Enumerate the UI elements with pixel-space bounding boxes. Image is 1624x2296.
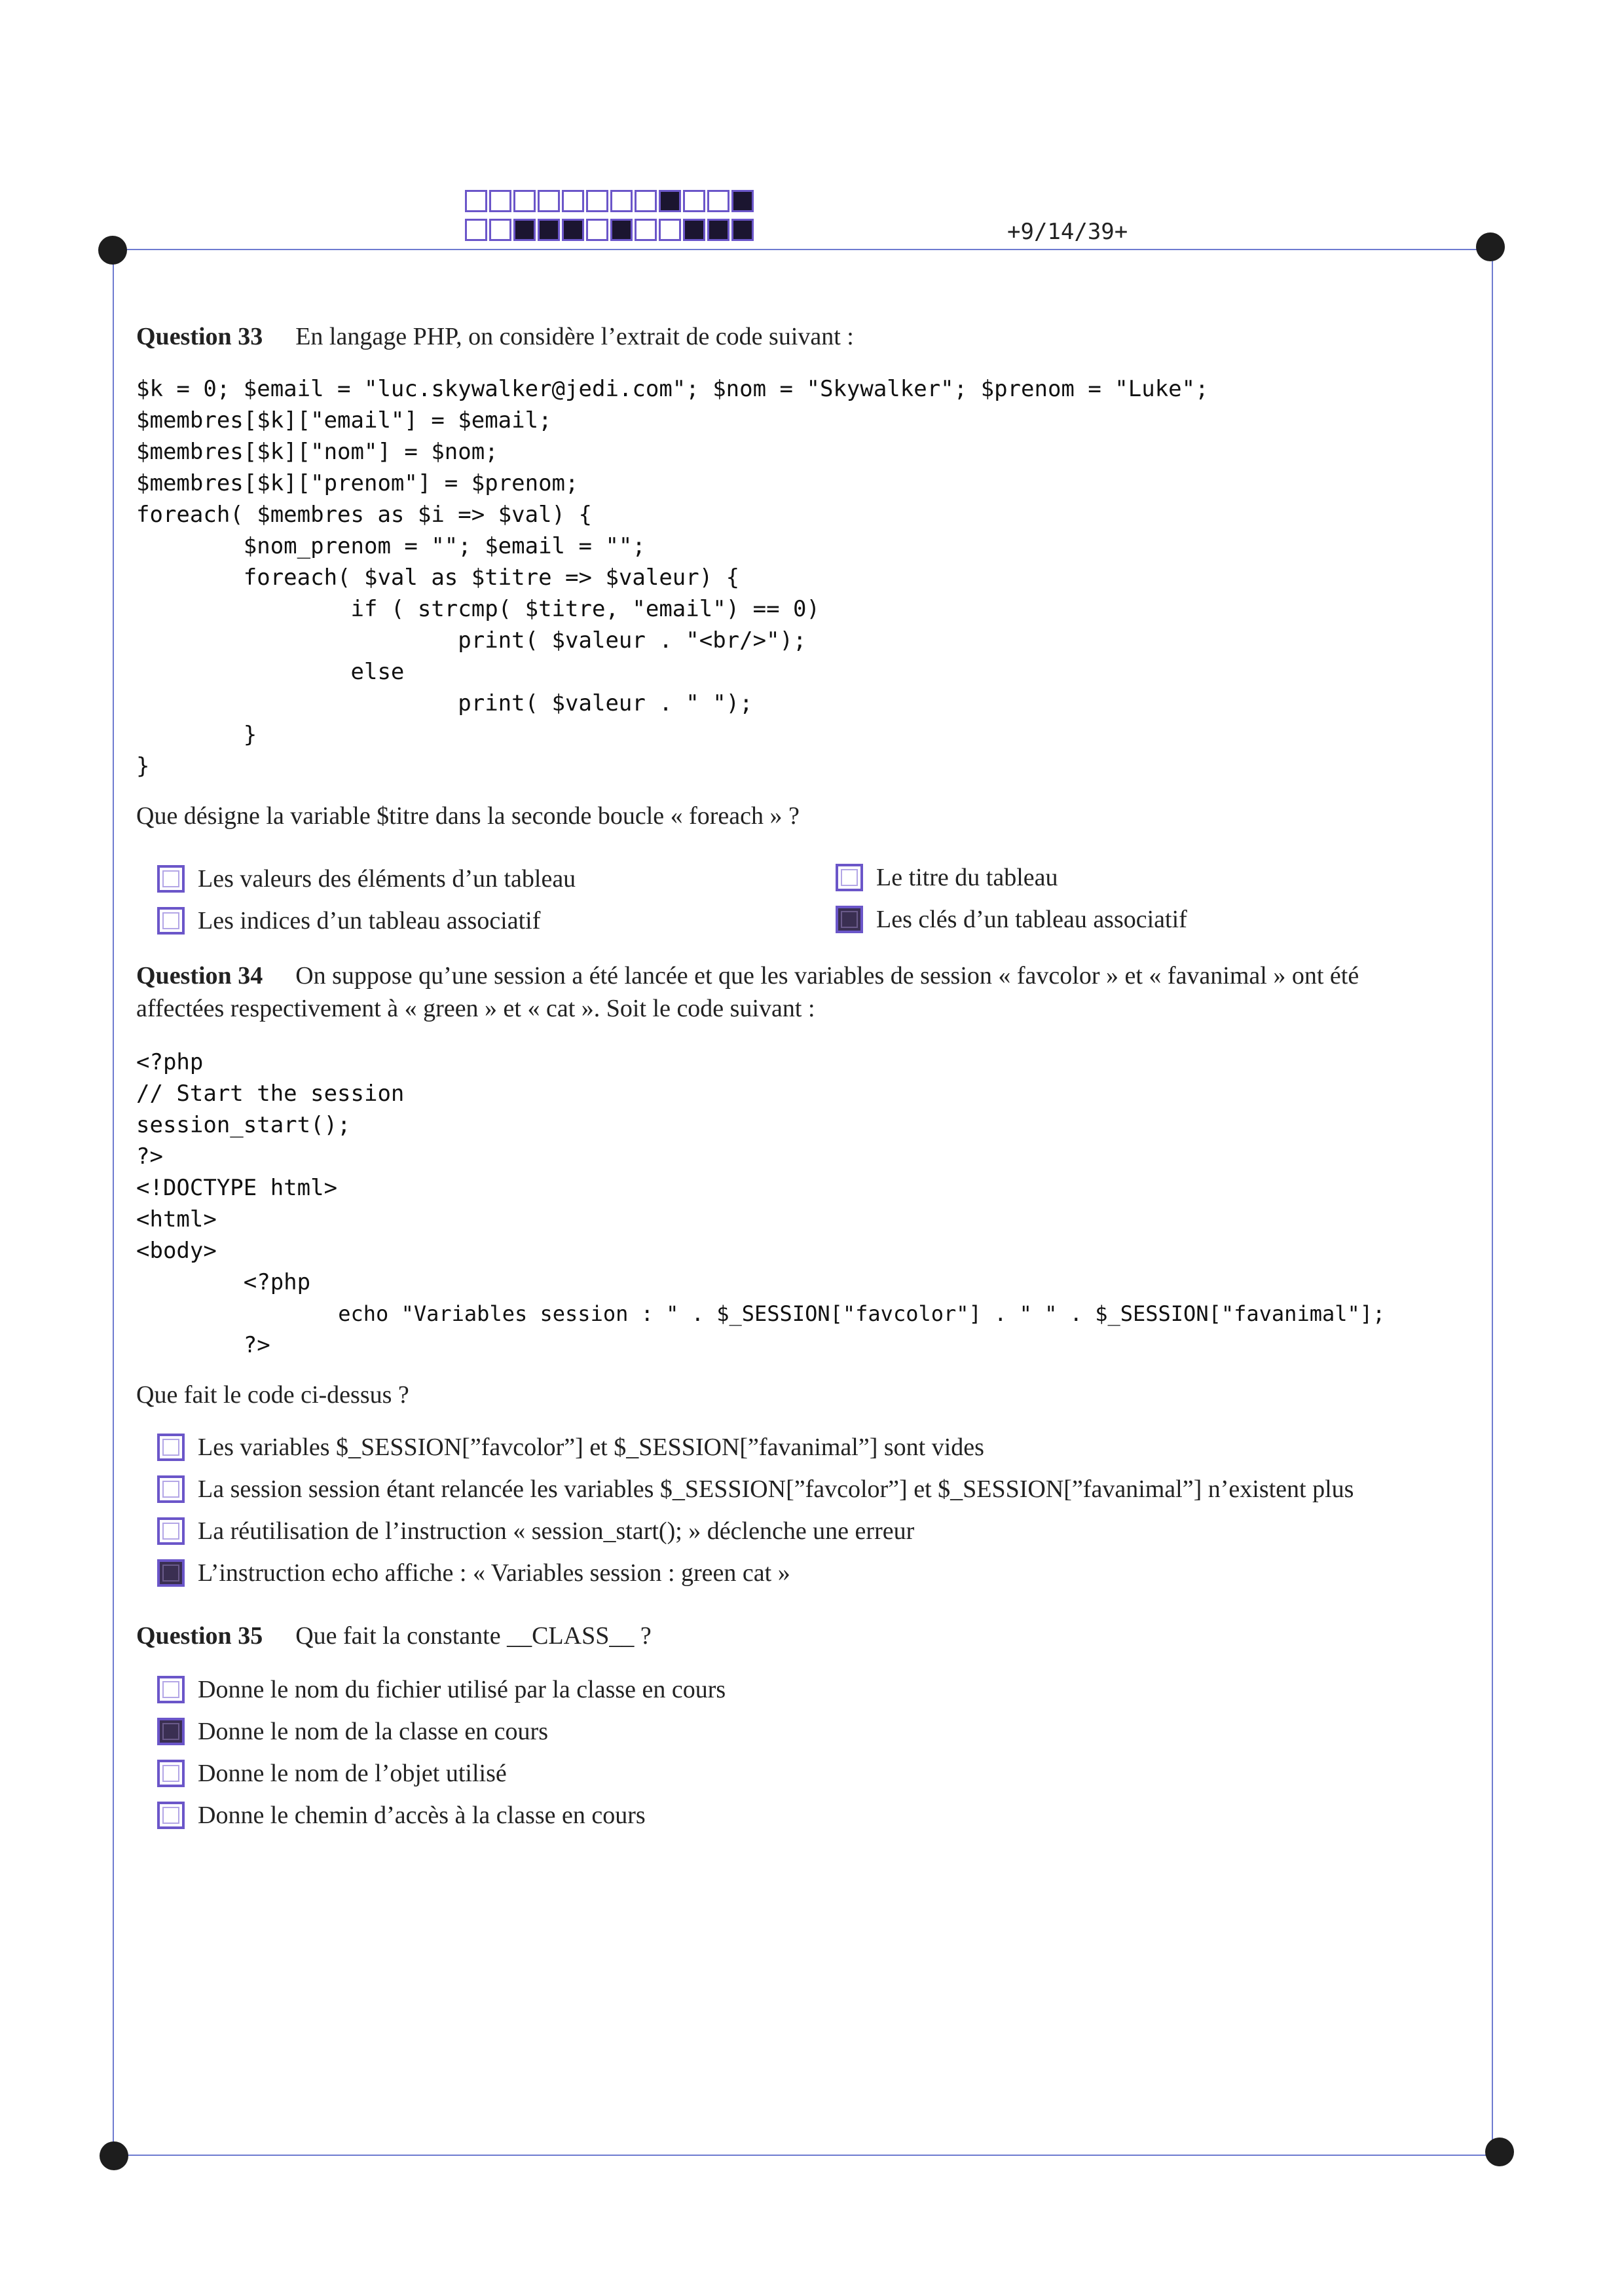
code-line: ?> — [136, 1332, 270, 1358]
answer-label: Donne le nom du fichier utilisé par la classe en cours — [198, 1676, 726, 1703]
code-line: } — [136, 753, 150, 779]
question-stem: Que désigne la variable $titre dans la seconde boucle « foreach » ? — [136, 802, 800, 830]
answer-checkbox[interactable] — [157, 1475, 185, 1503]
page-code-box — [562, 190, 584, 212]
answer-label: Donne le nom de l’objet utilisé — [198, 1760, 507, 1787]
code-line: } — [136, 722, 257, 748]
answer-option[interactable] — [836, 904, 1187, 935]
answer-option[interactable] — [157, 1716, 548, 1747]
page-code-box — [610, 219, 633, 241]
registration-mark-top-left — [98, 236, 127, 265]
answer-checkbox[interactable] — [836, 906, 863, 933]
page-code-box — [659, 219, 681, 241]
question-34-header — [136, 960, 1359, 991]
code-line: foreach( $val as $titre => $valeur) { — [136, 565, 740, 591]
question-label: Question 34 — [136, 962, 263, 990]
answer-checkbox[interactable] — [157, 1559, 185, 1587]
answer-checkbox[interactable] — [157, 1802, 185, 1829]
page-code-box — [513, 190, 536, 212]
page-code-box — [562, 219, 584, 241]
page-code-box — [707, 219, 729, 241]
registration-mark-bottom-right — [1485, 2138, 1514, 2166]
page-code-box — [489, 219, 511, 241]
page-code-box — [635, 190, 657, 212]
answer-label: Les indices d’un tableau associatif — [198, 907, 541, 935]
answer-option[interactable] — [157, 1432, 984, 1463]
answer-checkbox[interactable] — [157, 1434, 185, 1461]
code-line: $nom_prenom = ""; $email = ""; — [136, 533, 646, 559]
page-code-box — [683, 219, 705, 241]
answer-option[interactable] — [157, 1515, 914, 1547]
answer-checkbox[interactable] — [157, 865, 185, 893]
answer-label: La session session étant relancée les variables $_SESSION[”favcolor”] et $_SESSION[”favanimal”] n’existent plus — [198, 1475, 1354, 1503]
question-title: Que fait la constante __CLASS__ ? — [295, 1622, 652, 1650]
page-code-box — [538, 190, 560, 212]
answer-checkbox[interactable] — [157, 1760, 185, 1787]
question-title-continuation: affectées respectivement à « green » et « cat ». Soit le code suivant : — [136, 995, 815, 1022]
page-code-box — [635, 219, 657, 241]
code-line: <html> — [136, 1206, 217, 1232]
page-id: +9/14/39+ — [1007, 219, 1128, 245]
code-line: print( $valeur . "<br/>"); — [136, 627, 807, 654]
code-line: print( $valeur . " "); — [136, 690, 753, 716]
question-stem: Que fait le code ci-dessus ? — [136, 1381, 409, 1409]
code-line: $membres[$k]["nom"] = $nom; — [136, 439, 498, 465]
page-code-box — [731, 219, 754, 241]
answer-option[interactable] — [157, 1800, 646, 1831]
code-line: $k = 0; $email = "luc.skywalker@jedi.com"; $nom = "Skywalker"; $prenom = "Luke"; — [136, 376, 1209, 402]
page-code-box — [731, 190, 754, 212]
page-code-box — [610, 190, 633, 212]
registration-mark-bottom-left — [100, 2141, 128, 2170]
answer-label: Le titre du tableau — [876, 864, 1058, 891]
answer-label: L’instruction echo affiche : « Variables session : green cat » — [198, 1559, 790, 1587]
code-line: ?> — [136, 1143, 163, 1170]
code-line: <?php — [136, 1049, 204, 1075]
page-code-box — [659, 190, 681, 212]
code-line: else — [136, 659, 405, 685]
registration-mark-top-right — [1476, 232, 1505, 261]
answer-option[interactable] — [157, 1557, 790, 1589]
answer-option[interactable] — [157, 1674, 726, 1705]
page-code-box — [513, 219, 536, 241]
page-code-row-1 — [465, 190, 756, 212]
code-line: foreach( $membres as $i => $val) { — [136, 502, 592, 528]
question-title: En langage PHP, on considère l’extrait de code suivant : — [295, 323, 854, 350]
code-line: if ( strcmp( $titre, "email") == 0) — [136, 596, 820, 622]
answer-option[interactable] — [836, 862, 1058, 893]
answer-label: Les valeurs des éléments d’un tableau — [198, 865, 576, 893]
answer-checkbox[interactable] — [157, 907, 185, 935]
page-code-box — [586, 219, 608, 241]
code-line: $membres[$k]["email"] = $email; — [136, 407, 552, 434]
answer-label: Les clés d’un tableau associatif — [876, 906, 1187, 933]
answer-option[interactable] — [157, 905, 540, 936]
code-block-q33 — [136, 373, 1209, 782]
code-line: // Start the session — [136, 1081, 405, 1107]
answer-checkbox[interactable] — [836, 864, 863, 891]
page-code-box — [538, 219, 560, 241]
answer-option[interactable] — [157, 863, 576, 895]
code-line: session_start(); — [136, 1112, 351, 1138]
answer-checkbox[interactable] — [157, 1676, 185, 1703]
page-code-row-2 — [465, 219, 756, 241]
question-label: Question 33 — [136, 323, 263, 350]
answer-label: Les variables $_SESSION[”favcolor”] et $_SESSION[”favanimal”] sont vides — [198, 1434, 984, 1461]
answer-option[interactable] — [157, 1758, 507, 1789]
page-code-box — [586, 190, 608, 212]
page-code-box — [465, 190, 487, 212]
code-line: <body> — [136, 1238, 217, 1264]
page-code-box — [707, 190, 729, 212]
answer-checkbox[interactable] — [157, 1517, 185, 1545]
question-title: On suppose qu’une session a été lancée et que les variables de session « favcolor » et « favanimal » ont été — [295, 962, 1359, 990]
page-code-box — [465, 219, 487, 241]
answer-label: Donne le nom de la classe en cours — [198, 1718, 548, 1745]
question-33-header — [136, 321, 854, 352]
answer-option[interactable] — [157, 1473, 1354, 1505]
page-code-box — [683, 190, 705, 212]
page-code-box — [489, 190, 511, 212]
answer-label: Donne le chemin d’accès à la classe en cours — [198, 1802, 646, 1829]
question-label: Question 35 — [136, 1622, 263, 1650]
answer-label: La réutilisation de l’instruction « session_start(); » déclenche une erreur — [198, 1517, 915, 1545]
code-block-q34 — [136, 1046, 1385, 1361]
question-35-header — [136, 1620, 652, 1652]
code-line: <!DOCTYPE html> — [136, 1175, 338, 1201]
code-line: $membres[$k]["prenom"] = $prenom; — [136, 470, 579, 496]
answer-checkbox[interactable] — [157, 1718, 185, 1745]
code-line: <?php — [136, 1269, 311, 1295]
code-line: echo "Variables session : " . $_SESSION["favcolor"] . " " . $_SESSION["favanimal"]; — [136, 1301, 1386, 1326]
